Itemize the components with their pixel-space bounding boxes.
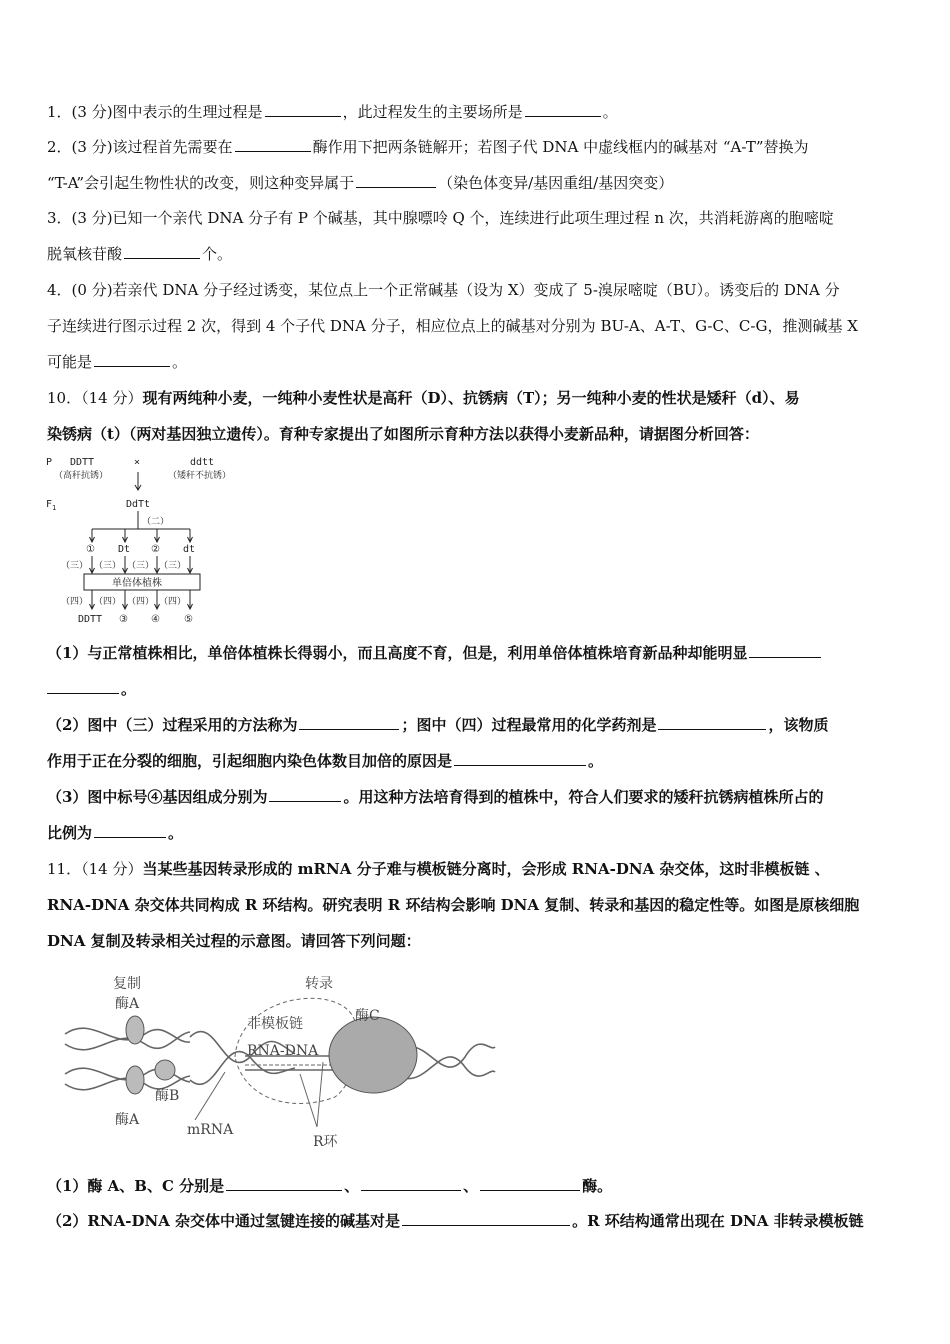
q10-sub3-end: 。 xyxy=(168,824,184,842)
q11-sub1-sep: 、 xyxy=(463,1177,479,1195)
enzyme-b xyxy=(155,1060,175,1080)
q11-sub1-text: （1）酶 A、B、C 分别是 xyxy=(47,1177,225,1195)
q11-sub1-end: 酶。 xyxy=(582,1177,613,1195)
step-3-label: （三） xyxy=(61,561,89,571)
q9-s2-text3: “T-A”会引起生物性状的改变，则这种变异属于 xyxy=(47,174,355,192)
q9-s2-options: （染色体变异/基因重组/基因突变） xyxy=(438,174,674,192)
answer-blank[interactable] xyxy=(94,823,166,838)
q10-sub2-end: 。 xyxy=(588,752,604,770)
label-mrna: mRNA xyxy=(187,1122,234,1138)
q11-intro-text3: DNA 复制及转录相关过程的示意图。请回答下列问题： xyxy=(47,932,421,950)
label-enzyme-a-bottom: 酶A xyxy=(115,1112,140,1128)
q10-sub3-text: （3）图中标号④基因组成分别为 xyxy=(47,788,268,806)
label-replication: 复制 xyxy=(113,976,141,992)
label-enzyme-a-top: 酶A xyxy=(115,996,140,1012)
q9-s1-text: 1．(3 分)图中表示的生理过程是 xyxy=(47,103,263,121)
answer-blank[interactable] xyxy=(265,102,341,117)
q9-s4-text3: 可能是 xyxy=(47,353,93,371)
answer-blank[interactable] xyxy=(94,352,170,367)
step-4-label: （四） xyxy=(94,597,122,607)
q11-intro-line1 xyxy=(47,859,830,879)
q9-item-2-cont xyxy=(47,173,673,193)
gamete-4: dt xyxy=(183,544,196,555)
r-loop-diagram xyxy=(55,962,505,1157)
enzyme-a-bottom xyxy=(126,1066,144,1094)
q10-sub2-text4: 作用于正在分裂的细胞，引起细胞内染色体数目加倍的原因是 xyxy=(47,752,453,770)
haploid-label: 单倍体植株 xyxy=(112,578,162,589)
q10-sub2 xyxy=(47,715,828,735)
q9-item-1 xyxy=(47,102,618,122)
label-enzyme-b: 酶B xyxy=(155,1088,180,1104)
step-3-label: （三） xyxy=(94,561,122,571)
answer-blank[interactable] xyxy=(749,643,821,658)
answer-blank[interactable] xyxy=(525,102,601,117)
label-r-loop: R环 xyxy=(313,1134,338,1150)
q9-s1-end: 。 xyxy=(602,103,618,121)
q9-s4-text: 4．(0 分)若亲代 DNA 分子经过诱变，某位点上一个正常碱基（设为 X）变成了 5-溴尿嘧啶（BU）。诱变后的 DNA 分 xyxy=(47,281,840,299)
q10-sub2-cont xyxy=(47,751,603,771)
result-4: ⑤ xyxy=(184,614,193,625)
q9-item-3-cont xyxy=(47,244,232,264)
q11-sub1-sep: 、 xyxy=(344,1177,360,1195)
q10-sub3-text3: 比例为 xyxy=(47,824,93,842)
step-4-label: （四） xyxy=(127,597,155,607)
q11-sub2-text2: 。R 环结构通常出现在 DNA 非转录模板链 xyxy=(572,1212,864,1230)
q10-intro-line1 xyxy=(47,388,800,408)
q11-number: 11．（14 分） xyxy=(47,860,143,878)
gamete-2: Dt xyxy=(118,544,131,555)
answer-blank[interactable] xyxy=(299,715,399,730)
answer-blank[interactable] xyxy=(454,751,586,766)
answer-blank[interactable] xyxy=(480,1176,580,1191)
q10-sub3 xyxy=(47,787,823,807)
cross-symbol: × xyxy=(134,457,141,468)
f1-genotype: DdTt xyxy=(126,499,151,510)
q11-sub2-text: （2）RNA-DNA 杂交体中通过氢键连接的碱基对是 xyxy=(47,1212,401,1230)
q9-s3-text2: 脱氧核苷酸 xyxy=(47,245,123,263)
q9-item-2 xyxy=(47,137,809,157)
label-rna-dna: RNA-DNA xyxy=(247,1043,319,1059)
q10-sub1-end: 。 xyxy=(121,680,137,698)
enzyme-c xyxy=(329,1017,417,1093)
q9-s4-text2: 子连续进行图示过程 2 次，得到 4 个子代 DNA 分子，相应位点上的碱基对分别为 BU-A、A-T、G-C、C-G，推测碱基 X xyxy=(47,317,858,335)
answer-blank[interactable] xyxy=(658,715,766,730)
q11-intro-text: 当某些基因转录形成的 mRNA 分子难与模板链分离时，会形成 RNA-DNA 杂交体，这时非模板链 、 xyxy=(142,860,830,878)
answer-blank[interactable] xyxy=(269,787,341,802)
q9-item-4-cont xyxy=(47,316,858,336)
q11-intro-line3 xyxy=(47,931,421,951)
q10-intro-text: 现有两纯种小麦，一纯种小麦性状是高秆（D）、抗锈病（T）；另一纯种小麦的性状是矮秆（d）、易 xyxy=(142,389,800,407)
label-f1: $F_1$ xyxy=(46,499,57,512)
q9-s2-text: 2．(3 分)该过程首先需要在 xyxy=(47,138,233,156)
q10-number: 10．（14 分） xyxy=(47,389,143,407)
q11-sub1 xyxy=(47,1176,612,1196)
q9-s3-end: 个。 xyxy=(202,245,233,263)
result-1: DDTT xyxy=(78,614,103,625)
q10-sub1-text: （1）与正常植株相比，单倍体植株长得弱小，而且高度不育，但是，利用单倍体植株培育新品种却能明显 xyxy=(47,644,748,662)
answer-blank[interactable] xyxy=(124,244,200,259)
label-transcription: 转录 xyxy=(305,976,333,992)
gamete-1: ① xyxy=(86,544,95,555)
parent2-genotype: ddtt xyxy=(190,457,215,468)
breeding-diagram xyxy=(44,452,304,627)
q10-sub1 xyxy=(47,643,823,663)
step-4-label: （四） xyxy=(159,597,187,607)
label-non-template: 非模板链 xyxy=(247,1016,303,1032)
answer-blank[interactable] xyxy=(356,173,436,188)
parent1-genotype: DDTT xyxy=(70,457,95,468)
q9-s2-text2: 酶作用下把两条链解开；若图子代 DNA 中虚线框内的碱基对 “A-T”替换为 xyxy=(312,138,809,156)
enzyme-a-top xyxy=(126,1016,144,1044)
answer-blank[interactable] xyxy=(235,137,311,152)
q9-item-3 xyxy=(47,208,834,228)
step-2-label: （二） xyxy=(142,517,170,527)
q10-intro-line2 xyxy=(47,424,759,444)
q10-sub1-cont xyxy=(47,679,136,699)
q9-s1-text2: ，此过程发生的主要场所是 xyxy=(342,103,523,121)
q10-sub2-text2: ；图中（四）过程最常用的化学药剂是 xyxy=(401,716,657,734)
q10-intro-text2: 染锈病（t）（两对基因独立遗传）。育种专家提出了如图所示育种方法以获得小麦新品种，请据图分析回答： xyxy=(47,425,759,443)
parent1-note: （高秆抗锈） xyxy=(54,471,109,481)
answer-blank[interactable] xyxy=(226,1176,342,1191)
parent2-note: （矮秆不抗锈） xyxy=(168,471,232,481)
q9-item-4 xyxy=(47,280,840,300)
q9-s4-end: 。 xyxy=(172,353,188,371)
step-3-label: （三） xyxy=(127,561,155,571)
step-3-label: （三） xyxy=(159,561,187,571)
q10-sub2-text3: ，该物质 xyxy=(768,716,829,734)
q9-item-4-cont2 xyxy=(47,352,187,372)
q11-intro-text2: RNA-DNA 杂交体共同构成 R 环结构。研究表明 R 环结构会影响 DNA 复制、转录和基因的稳定性等。如图是原核细胞 xyxy=(47,896,860,914)
q11-intro-line2 xyxy=(47,895,859,915)
label-p: P xyxy=(46,457,53,468)
gamete-3: ② xyxy=(151,544,160,555)
label-enzyme-c: 酶C xyxy=(355,1008,380,1024)
result-3: ④ xyxy=(151,614,160,625)
step-4-label: （四） xyxy=(61,597,89,607)
q10-sub3-cont xyxy=(47,823,183,843)
q11-sub2 xyxy=(47,1211,864,1231)
answer-blank[interactable] xyxy=(402,1211,570,1226)
r-loop-pointer xyxy=(300,1062,323,1127)
q9-s3-text: 3．(3 分)已知一个亲代 DNA 分子有 P 个碱基，其中腺嘌呤 Q 个，连续进行此项生理过程 n 次，共消耗游离的胞嘧啶 xyxy=(47,209,834,227)
branch-arrows xyxy=(90,529,193,542)
answer-blank[interactable] xyxy=(47,679,119,694)
q10-sub3-text2: 。用这种方法培育得到的植株中，符合人们要求的矮秆抗锈病植株所占的 xyxy=(343,788,824,806)
q10-sub2-text: （2）图中（三）过程采用的方法称为 xyxy=(47,716,298,734)
result-2: ③ xyxy=(119,614,128,625)
answer-blank[interactable] xyxy=(361,1176,461,1191)
